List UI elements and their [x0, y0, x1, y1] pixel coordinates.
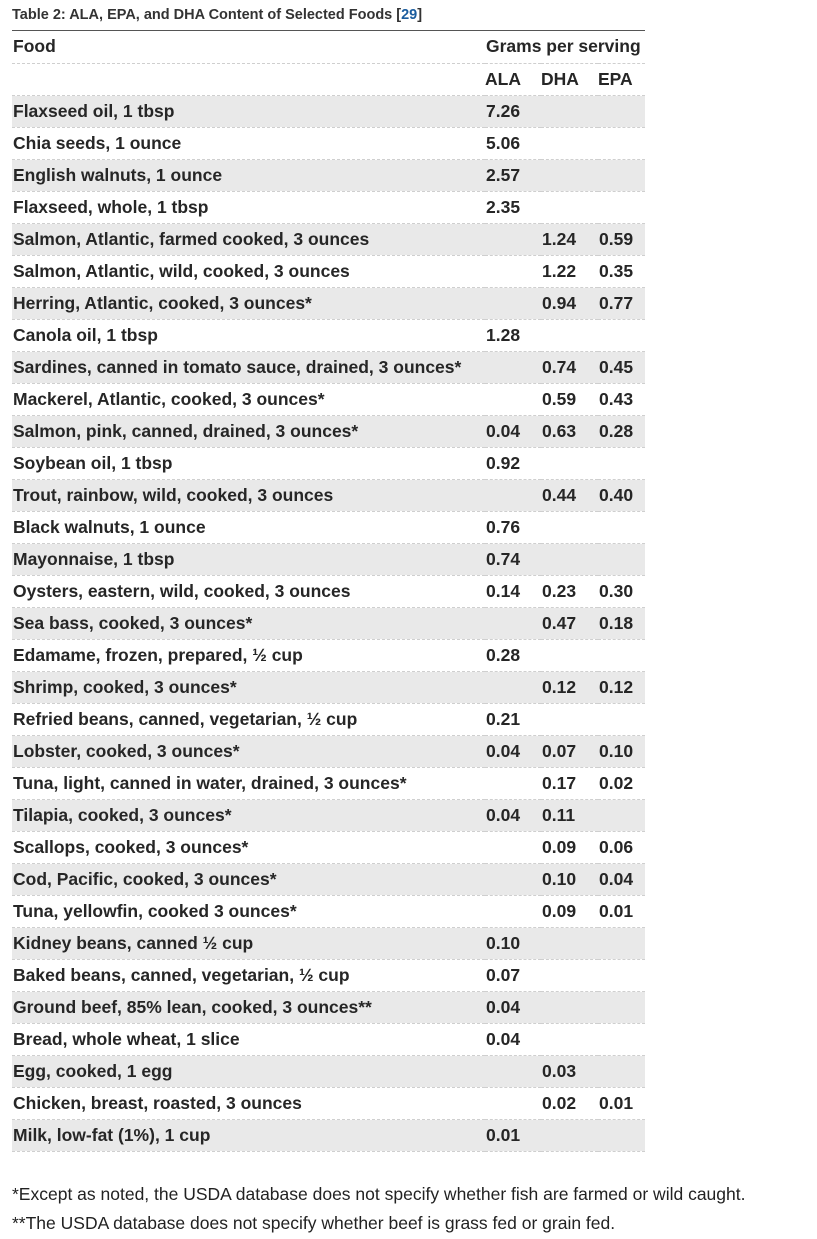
table-row — [12, 127, 645, 159]
cell-food: Tuna, light, canned in water, drained, 3 ounces* — [12, 767, 485, 799]
cell-epa: 0.04 — [598, 863, 645, 895]
cell-epa — [598, 1023, 645, 1055]
cell-ala — [485, 607, 541, 639]
cell-food: Egg, cooked, 1 egg — [12, 1055, 485, 1087]
table-row — [12, 479, 645, 511]
header-dha: DHA — [541, 63, 598, 95]
cell-dha — [541, 191, 598, 223]
cell-dha: 0.09 — [541, 831, 598, 863]
cell-food: Shrimp, cooked, 3 ounces* — [12, 671, 485, 703]
cell-ala: 0.76 — [485, 511, 541, 543]
cell-dha: 0.12 — [541, 671, 598, 703]
caption-text: Table 2: ALA, EPA, and DHA Content of Selected Foods [ — [12, 7, 402, 23]
cell-ala — [485, 1055, 541, 1087]
cell-ala: 0.92 — [485, 447, 541, 479]
cell-dha: 0.47 — [541, 607, 598, 639]
cell-ala: 0.07 — [485, 959, 541, 991]
cell-food: English walnuts, 1 ounce — [12, 159, 485, 191]
table-row — [12, 767, 645, 799]
table-row — [12, 959, 645, 991]
header-food-spacer — [12, 63, 485, 95]
table-row — [12, 703, 645, 735]
omega3-foods-table — [12, 31, 645, 1152]
cell-epa: 0.10 — [598, 735, 645, 767]
cell-dha — [541, 159, 598, 191]
cell-ala: 0.28 — [485, 639, 541, 671]
cell-ala — [485, 863, 541, 895]
cell-food: Chicken, breast, roasted, 3 ounces — [12, 1087, 485, 1119]
table-row — [12, 607, 645, 639]
cell-food: Mackerel, Atlantic, cooked, 3 ounces* — [12, 383, 485, 415]
table-row — [12, 575, 645, 607]
cell-ala — [485, 479, 541, 511]
cell-dha — [541, 127, 598, 159]
cell-ala — [485, 1087, 541, 1119]
cell-dha — [541, 959, 598, 991]
reference-link[interactable]: 29 — [401, 7, 418, 23]
cell-epa — [598, 703, 645, 735]
cell-food: Tilapia, cooked, 3 ounces* — [12, 799, 485, 831]
cell-epa — [598, 159, 645, 191]
header-row-main — [12, 31, 645, 63]
cell-food: Cod, Pacific, cooked, 3 ounces* — [12, 863, 485, 895]
cell-dha: 0.59 — [541, 383, 598, 415]
cell-dha: 0.74 — [541, 351, 598, 383]
cell-dha — [541, 543, 598, 575]
cell-food: Sea bass, cooked, 3 ounces* — [12, 607, 485, 639]
table-row — [12, 511, 645, 543]
cell-epa: 0.40 — [598, 479, 645, 511]
cell-ala: 0.21 — [485, 703, 541, 735]
header-row-sub — [12, 63, 645, 95]
table-header — [12, 31, 645, 95]
cell-food: Salmon, pink, canned, drained, 3 ounces* — [12, 415, 485, 447]
cell-ala: 0.01 — [485, 1119, 541, 1151]
header-ala: ALA — [485, 63, 541, 95]
cell-dha: 0.63 — [541, 415, 598, 447]
table-row — [12, 351, 645, 383]
cell-ala: 0.04 — [485, 799, 541, 831]
table-row — [12, 1087, 645, 1119]
cell-ala — [485, 255, 541, 287]
table-row — [12, 1023, 645, 1055]
cell-epa — [598, 447, 645, 479]
table-row — [12, 95, 645, 127]
cell-epa: 0.01 — [598, 895, 645, 927]
cell-dha: 0.10 — [541, 863, 598, 895]
cell-dha: 0.02 — [541, 1087, 598, 1119]
cell-food: Herring, Atlantic, cooked, 3 ounces* — [12, 287, 485, 319]
table-row — [12, 223, 645, 255]
cell-epa — [598, 639, 645, 671]
caption-close-bracket: ] — [417, 7, 423, 23]
table-row — [12, 799, 645, 831]
cell-epa — [598, 799, 645, 831]
cell-ala — [485, 287, 541, 319]
cell-food: Sardines, canned in tomato sauce, drained, 3 ounces* — [12, 351, 485, 383]
cell-epa: 0.43 — [598, 383, 645, 415]
cell-ala: 0.14 — [485, 575, 541, 607]
cell-epa — [598, 511, 645, 543]
cell-ala: 1.28 — [485, 319, 541, 351]
cell-ala: 0.04 — [485, 415, 541, 447]
cell-epa: 0.01 — [598, 1087, 645, 1119]
cell-epa — [598, 319, 645, 351]
cell-food: Lobster, cooked, 3 ounces* — [12, 735, 485, 767]
cell-epa: 0.45 — [598, 351, 645, 383]
table-row — [12, 895, 645, 927]
cell-food: Milk, low-fat (1%), 1 cup — [12, 1119, 485, 1151]
cell-dha: 0.11 — [541, 799, 598, 831]
cell-food: Baked beans, canned, vegetarian, ½ cup — [12, 959, 485, 991]
cell-food: Chia seeds, 1 ounce — [12, 127, 485, 159]
table-row — [12, 287, 645, 319]
cell-food: Scallops, cooked, 3 ounces* — [12, 831, 485, 863]
table-row — [12, 255, 645, 287]
footnote-fish: *Except as noted, the USDA database does not specify whether fish are farmed or wild caught. — [12, 1184, 746, 1204]
cell-dha: 0.94 — [541, 287, 598, 319]
cell-food: Canola oil, 1 tbsp — [12, 319, 485, 351]
cell-food: Oysters, eastern, wild, cooked, 3 ounces — [12, 575, 485, 607]
header-food: Food — [12, 31, 485, 63]
cell-food: Flaxseed, whole, 1 tbsp — [12, 191, 485, 223]
table-row — [12, 447, 645, 479]
cell-food: Edamame, frozen, prepared, ½ cup — [12, 639, 485, 671]
table-row — [12, 191, 645, 223]
cell-dha: 1.22 — [541, 255, 598, 287]
cell-food: Tuna, yellowfin, cooked 3 ounces* — [12, 895, 485, 927]
cell-epa: 0.06 — [598, 831, 645, 863]
cell-dha: 0.17 — [541, 767, 598, 799]
cell-ala — [485, 383, 541, 415]
cell-food: Mayonnaise, 1 tbsp — [12, 543, 485, 575]
cell-ala: 7.26 — [485, 95, 541, 127]
cell-dha — [541, 319, 598, 351]
cell-food: Ground beef, 85% lean, cooked, 3 ounces** — [12, 991, 485, 1023]
cell-dha: 0.23 — [541, 575, 598, 607]
cell-food: Refried beans, canned, vegetarian, ½ cup — [12, 703, 485, 735]
cell-dha: 1.24 — [541, 223, 598, 255]
footnote-beef: **The USDA database does not specify whether beef is grass fed or grain fed. — [12, 1213, 616, 1233]
cell-food: Black walnuts, 1 ounce — [12, 511, 485, 543]
table-caption — [12, 7, 645, 31]
table-body — [12, 95, 645, 1151]
cell-epa — [598, 95, 645, 127]
cell-food: Salmon, Atlantic, farmed cooked, 3 ounces — [12, 223, 485, 255]
cell-food: Flaxseed oil, 1 tbsp — [12, 95, 485, 127]
cell-epa — [598, 543, 645, 575]
cell-ala: 0.04 — [485, 1023, 541, 1055]
cell-ala — [485, 895, 541, 927]
cell-dha — [541, 447, 598, 479]
cell-ala: 5.06 — [485, 127, 541, 159]
cell-epa — [598, 127, 645, 159]
header-epa: EPA — [598, 63, 645, 95]
cell-food: Trout, rainbow, wild, cooked, 3 ounces — [12, 479, 485, 511]
cell-epa — [598, 927, 645, 959]
cell-epa: 0.12 — [598, 671, 645, 703]
table-row — [12, 927, 645, 959]
cell-dha — [541, 991, 598, 1023]
cell-epa: 0.28 — [598, 415, 645, 447]
table-row — [12, 863, 645, 895]
cell-ala — [485, 223, 541, 255]
cell-epa: 0.18 — [598, 607, 645, 639]
table-row — [12, 1119, 645, 1151]
table-row — [12, 671, 645, 703]
table-row — [12, 1055, 645, 1087]
table-row — [12, 735, 645, 767]
cell-ala: 0.04 — [485, 735, 541, 767]
cell-dha: 0.07 — [541, 735, 598, 767]
table-row — [12, 639, 645, 671]
cell-epa — [598, 991, 645, 1023]
table-row — [12, 319, 645, 351]
cell-food: Bread, whole wheat, 1 slice — [12, 1023, 485, 1055]
table-row — [12, 383, 645, 415]
cell-epa: 0.77 — [598, 287, 645, 319]
cell-epa — [598, 959, 645, 991]
cell-epa — [598, 1119, 645, 1151]
cell-ala — [485, 831, 541, 863]
cell-dha — [541, 927, 598, 959]
cell-dha — [541, 703, 598, 735]
cell-dha — [541, 639, 598, 671]
cell-epa — [598, 191, 645, 223]
footnotes — [12, 1180, 812, 1238]
cell-dha — [541, 511, 598, 543]
cell-dha — [541, 95, 598, 127]
cell-ala: 0.74 — [485, 543, 541, 575]
cell-food: Kidney beans, canned ½ cup — [12, 927, 485, 959]
cell-dha — [541, 1023, 598, 1055]
cell-dha: 0.03 — [541, 1055, 598, 1087]
header-grams-per-serving: Grams per serving — [485, 31, 645, 63]
cell-ala: 0.04 — [485, 991, 541, 1023]
table-row — [12, 991, 645, 1023]
cell-epa: 0.02 — [598, 767, 645, 799]
table-row — [12, 543, 645, 575]
cell-food: Soybean oil, 1 tbsp — [12, 447, 485, 479]
cell-epa: 0.30 — [598, 575, 645, 607]
cell-food: Salmon, Atlantic, wild, cooked, 3 ounces — [12, 255, 485, 287]
cell-dha: 0.09 — [541, 895, 598, 927]
cell-ala — [485, 671, 541, 703]
cell-ala — [485, 351, 541, 383]
table-row — [12, 831, 645, 863]
cell-ala: 0.10 — [485, 927, 541, 959]
table-row — [12, 159, 645, 191]
cell-epa: 0.59 — [598, 223, 645, 255]
cell-ala: 2.57 — [485, 159, 541, 191]
cell-epa — [598, 1055, 645, 1087]
cell-ala: 2.35 — [485, 191, 541, 223]
cell-dha: 0.44 — [541, 479, 598, 511]
cell-epa: 0.35 — [598, 255, 645, 287]
cell-ala — [485, 767, 541, 799]
table-row — [12, 415, 645, 447]
cell-dha — [541, 1119, 598, 1151]
